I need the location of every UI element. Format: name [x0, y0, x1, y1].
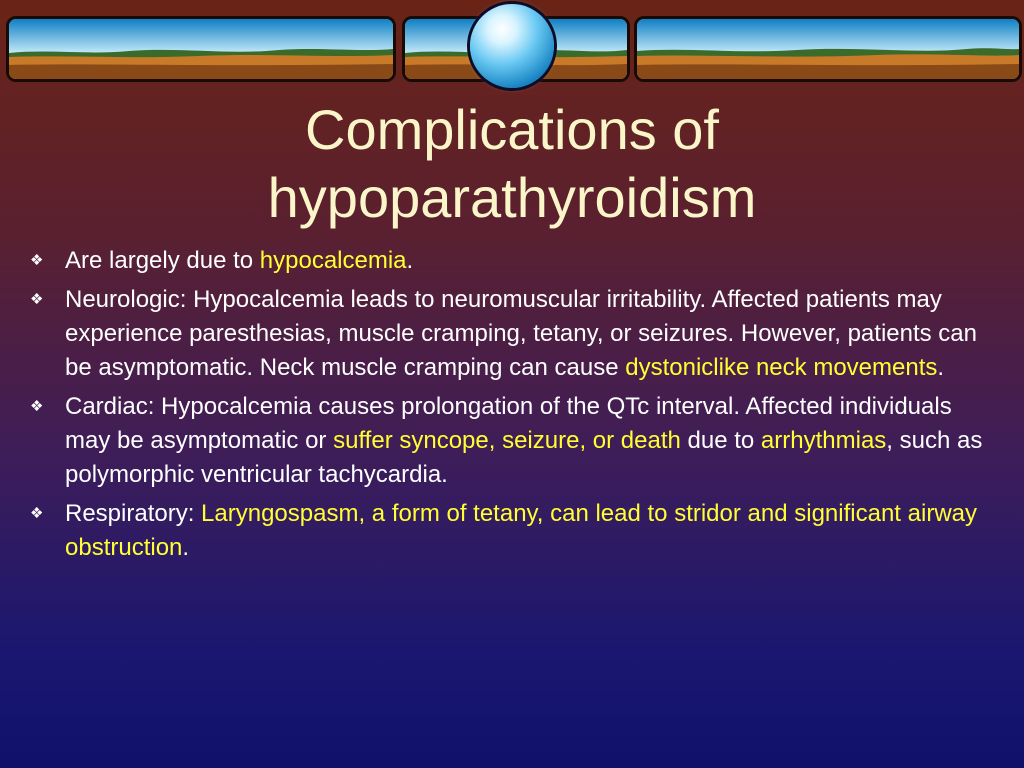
bullet-text: Are largely due to	[65, 247, 260, 274]
bullet-item	[30, 497, 1000, 565]
landscape-art-left	[9, 19, 393, 79]
slide-title	[0, 96, 1024, 232]
diamond-bullet-icon: ❖	[30, 252, 44, 269]
bullet-text: Cardiac: Hypocalcemia causes prolongation of the QTc interval. Affected individuals may be asymptomatic or	[65, 393, 952, 454]
bullet-text: due to	[680, 427, 761, 454]
bullet-text: Neurologic: Hypocalcemia leads to neuromuscular irritability. Affected patients may experience paresthesias, muscle cramping, tetany, or seizures. However, patients can be asymptomatic. Neck muscle cramping can cause	[65, 286, 977, 381]
bullet-text: .	[937, 354, 945, 381]
bullet-item	[30, 283, 1000, 385]
bullet-item	[30, 244, 1000, 278]
landscape-art-right	[637, 19, 1019, 79]
bullet-highlight: suffer syncope, seizure, or death	[333, 427, 681, 454]
diamond-bullet-icon: ❖	[30, 291, 44, 308]
landscape-panel-left	[6, 16, 396, 82]
diamond-bullet-icon: ❖	[30, 398, 44, 415]
bullet-list	[30, 244, 1000, 570]
bullet-highlight: hypocalcemia	[259, 247, 407, 274]
bullet-highlight: Laryngospasm, a form of tetany, can lead to stridor and significant airway obstruction	[65, 500, 977, 561]
bullet-highlight: dystoniclike neck movements	[625, 354, 938, 381]
header-banner	[0, 0, 1024, 90]
bullet-text: , such as polymorphic ventricular tachycardia.	[65, 427, 983, 488]
landscape-panel-right	[634, 16, 1022, 82]
slide-title-line-1: Complications of	[305, 98, 719, 161]
bullet-highlight: arrhythmias	[760, 427, 887, 454]
bullet-text: .	[406, 247, 414, 274]
bullet-text: Respiratory:	[65, 500, 202, 527]
slide-title-line-2: hypoparathyroidism	[267, 166, 757, 229]
bullet-text: .	[182, 534, 190, 561]
globe-icon	[470, 4, 554, 88]
diamond-bullet-icon: ❖	[30, 505, 44, 522]
bullet-item	[30, 390, 1000, 492]
